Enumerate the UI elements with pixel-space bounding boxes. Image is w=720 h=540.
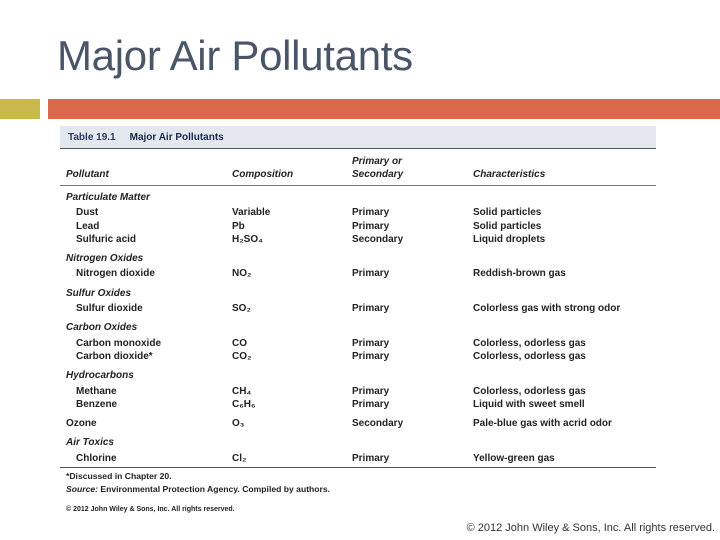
cell-pollutant: Chlorine [76, 452, 117, 464]
table-row [60, 220, 656, 233]
cell-pollutant: Sulfur Oxides [66, 287, 132, 299]
cell-primary: Primary [352, 220, 390, 232]
header-characteristics: Characteristics [473, 169, 546, 180]
table-group-row [60, 369, 656, 382]
cell-pollutant: Nitrogen Oxides [66, 253, 144, 265]
table-group-row [60, 436, 656, 449]
cell-primary: Primary [352, 207, 390, 219]
table-row [60, 302, 656, 315]
table-source [66, 483, 656, 496]
cell-primary: Primary [352, 350, 390, 362]
cell-pollutant: Methane [76, 385, 117, 397]
table-body [60, 186, 656, 465]
table-column-headers [60, 149, 656, 183]
cell-primary: Secondary [352, 418, 404, 430]
cell-characteristics: Liquid with sweet smell [473, 398, 585, 410]
cell-pollutant: Carbon monoxide [76, 337, 162, 349]
table-source-text: Environmental Protection Agency. Compiled by authors. [100, 484, 331, 495]
cell-composition: H₂SO₄ [232, 233, 263, 245]
table-row [60, 398, 656, 411]
header-primary-line1: Primary or [352, 156, 403, 167]
cell-pollutant: Lead [76, 220, 100, 232]
cell-primary: Secondary [352, 233, 404, 245]
cell-pollutant: Carbon Oxides [66, 322, 138, 334]
cell-characteristics: Yellow-green gas [473, 452, 555, 464]
table-group-row [60, 191, 656, 204]
cell-composition: NO₂ [232, 268, 252, 280]
cell-primary: Primary [352, 398, 390, 410]
cell-pollutant: Nitrogen dioxide [76, 268, 155, 280]
cell-characteristics: Solid particles [473, 207, 542, 219]
header-pollutant: Pollutant [66, 169, 109, 180]
cell-pollutant: Sulfuric acid [76, 233, 137, 245]
table-row [60, 452, 656, 465]
cell-primary: Primary [352, 385, 390, 397]
table-caption: Major Air Pollutants [129, 131, 224, 143]
table-rule-bottom [60, 467, 656, 468]
cell-pollutant: Particulate Matter [66, 192, 150, 203]
cell-pollutant: Ozone [66, 418, 97, 430]
cell-characteristics: Colorless, odorless gas [473, 337, 586, 349]
cell-composition: Cl₂ [232, 452, 247, 464]
header-primary-line2: Secondary [352, 169, 404, 180]
table-group-row [60, 321, 656, 334]
cell-composition: SO₂ [232, 303, 251, 315]
cell-primary: Primary [352, 337, 390, 349]
cell-composition: O₃ [232, 418, 245, 430]
cell-pollutant: Carbon dioxide* [76, 350, 153, 362]
accent-square [0, 99, 40, 119]
cell-primary: Primary [352, 452, 390, 464]
table-row [60, 385, 656, 398]
table-row [60, 267, 656, 280]
cell-primary: Primary [352, 268, 390, 280]
cell-composition: Pb [232, 220, 245, 232]
cell-characteristics: Solid particles [473, 220, 542, 232]
table-number: Table 19.1 [68, 131, 116, 143]
cell-characteristics: Pale-blue gas with acrid odor [473, 418, 612, 430]
table-group-row [60, 287, 656, 300]
accent-bar [48, 99, 720, 119]
table-footnote: *Discussed in Chapter 20. [66, 471, 172, 482]
table-source-label: Source: [66, 484, 98, 495]
table-row [60, 206, 656, 219]
cell-composition: CH₄ [232, 385, 252, 397]
slide-footer: © 2012 John Wiley & Sons, Inc. All rights reserved. [466, 522, 715, 534]
cell-pollutant: Dust [76, 207, 99, 219]
pollutants-table [60, 126, 656, 513]
table-row [60, 350, 656, 363]
cell-primary: Primary [352, 303, 390, 315]
table-row [60, 337, 656, 350]
cell-characteristics: Liquid droplets [473, 233, 546, 245]
cell-pollutant: Hydrocarbons [66, 370, 134, 382]
table-group-row [60, 252, 656, 265]
slide-title: Major Air Pollutants [57, 32, 413, 79]
table-row [60, 233, 656, 246]
cell-pollutant: Air Toxics [66, 437, 114, 449]
header-composition: Composition [232, 169, 294, 180]
cell-composition: CO₂ [232, 350, 252, 362]
cell-composition: Variable [232, 207, 271, 219]
table-group-row [60, 417, 656, 430]
table-caption-bar [60, 126, 656, 148]
cell-characteristics: Colorless, odorless gas [473, 385, 586, 397]
table-copyright: © 2012 John Wiley & Sons, Inc. All rights reserved. [66, 506, 235, 514]
cell-characteristics: Reddish-brown gas [473, 268, 566, 280]
cell-composition: CO [232, 337, 247, 349]
cell-pollutant: Benzene [76, 398, 118, 410]
cell-characteristics: Colorless gas with strong odor [473, 303, 621, 315]
cell-composition: C₆H₆ [232, 398, 256, 410]
cell-pollutant: Sulfur dioxide [76, 303, 143, 315]
cell-characteristics: Colorless, odorless gas [473, 350, 586, 362]
